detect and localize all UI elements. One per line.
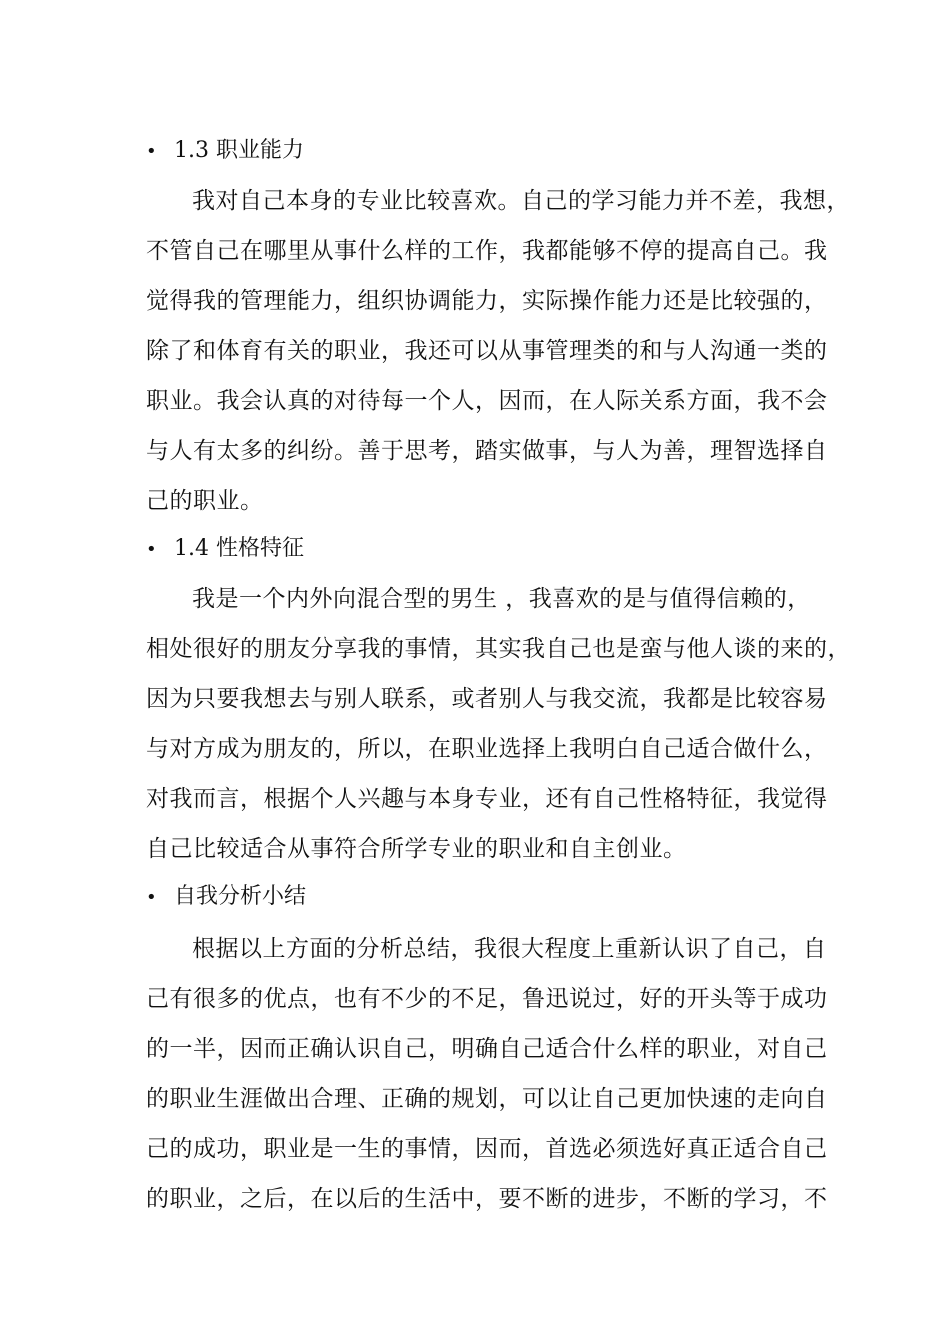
section-heading-1-4	[146, 534, 304, 565]
paragraph-line: 己的成功，职业是一生的事情，因而，首选必须选好真正适合自己	[146, 1136, 828, 1162]
paragraph-personality	[146, 574, 851, 874]
paragraph-line: 觉得我的管理能力，组织协调能力，实际操作能力还是比较强的，	[146, 288, 828, 314]
heading-text: 1.4 性格特征	[174, 536, 304, 561]
paragraph-line: 与对方成为朋友的，所以，在职业选择上我明白自己适合做什么，	[146, 736, 828, 762]
paragraph-line: 根据以上方面的分析总结，我很大程度上重新认识了自己，自	[192, 936, 827, 962]
paragraph-line: 己有很多的优点，也有不少的不足，鲁迅说过，好的开头等于成功	[146, 986, 828, 1012]
heading-text: 1.3 职业能力	[174, 138, 304, 163]
paragraph-career-ability	[146, 176, 850, 526]
bullet-icon: •	[146, 887, 157, 908]
section-heading-1-3	[146, 136, 304, 167]
section-heading-summary	[146, 882, 306, 913]
paragraph-line: 除了和体育有关的职业，我还可以从事管理类的和与人沟通一类的	[146, 338, 828, 364]
paragraph-line: 与人有太多的纠纷。善于思考，踏实做事，与人为善，理智选择自	[146, 438, 828, 464]
paragraph-line: 职业。我会认真的对待每一个人，因而，在人际关系方面，我不会	[146, 388, 828, 414]
paragraph-line: 相处很好的朋友分享我的事情，其实我自己也是蛮与他人谈的来的，	[146, 636, 851, 662]
paragraph-line: 对我而言，根据个人兴趣与本身专业，还有自己性格特征，我觉得	[146, 786, 828, 812]
paragraph-summary	[146, 924, 846, 1224]
paragraph-line: 己的职业。	[146, 488, 264, 514]
paragraph-line: 的职业，之后，在以后的生活中，要不断的进步，不断的学习，不	[146, 1186, 828, 1212]
paragraph-line: 我是一个内外向混合型的男生 ，我喜欢的是与值得信赖的，	[192, 586, 811, 612]
bullet-icon: •	[146, 539, 157, 560]
bullet-icon: •	[146, 141, 157, 162]
paragraph-line: 因为只要我想去与别人联系，或者别人与我交流，我都是比较容易	[146, 686, 828, 712]
paragraph-line: 不管自己在哪里从事什么样的工作，我都能够不停的提高自己。我	[146, 238, 828, 264]
paragraph-line: 的职业生涯做出合理、正确的规划，可以让自己更加快速的走向自	[146, 1086, 828, 1112]
paragraph-line: 我对自己本身的专业比较喜欢。自己的学习能力并不差，我想，	[192, 188, 850, 214]
paragraph-line: 自己比较适合从事符合所学专业的职业和自主创业。	[146, 836, 687, 862]
paragraph-line: 的一半，因而正确认识自己，明确自己适合什么样的职业，对自己	[146, 1036, 828, 1062]
heading-text: 自我分析小结	[174, 884, 307, 909]
